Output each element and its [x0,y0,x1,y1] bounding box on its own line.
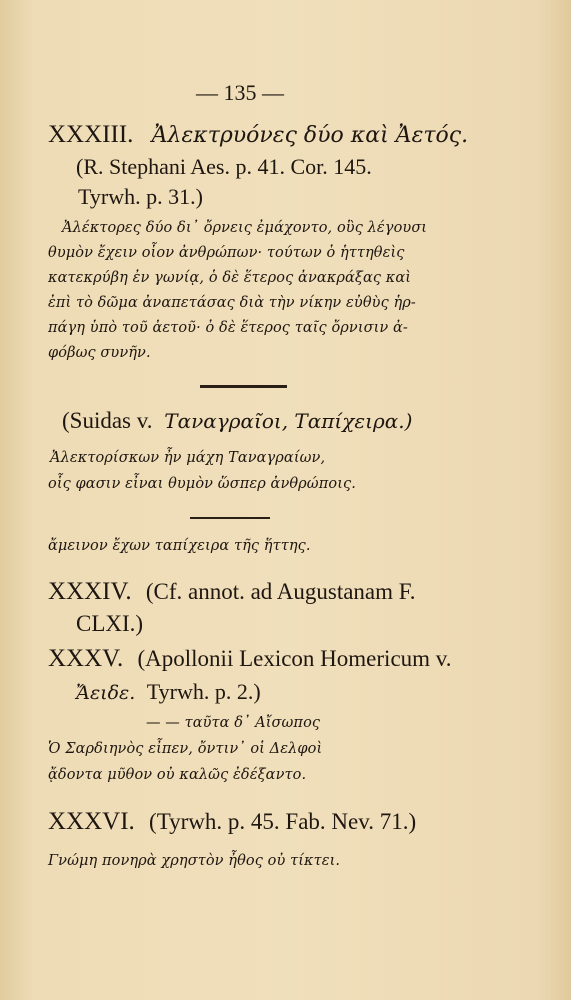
verse-line: ἄμεινον ἔχων ταπίχειρα τῆς ἥττης. [48,538,311,554]
section-title-greek: Ἀλεκτρυόνες δύο καὶ Ἀετός. [151,123,469,148]
reference-greek: Ἄειδε. [76,682,136,704]
section-xxxiv-reference-2: CLXI.) [76,611,144,636]
suidas-reference-latin: (Suidas v. [62,408,153,433]
reference-latin: Tyrwh. p. 2.) [146,679,261,704]
section-divider [190,517,270,519]
section-numeral: XXXIV. [48,578,132,605]
text-line: θυμὸν ἔχειν οἷον ἀνθρώπων· τούτων ὁ ἡττηθεὶς [48,245,405,261]
section-reference: (Cf. annot. ad Augustanam F. [145,579,416,604]
text-line: πάγη ὑπὸ τοῦ ἀετοῦ· ὁ δὲ ἕτερος ταῖς ὄρνισιν ἀ- [48,320,408,336]
section-reference: (Apollonii Lexicon Homericum v. [137,646,452,671]
text-line: κατεκρύβη ἐν γωνίᾳ, ὁ δὲ ἕτερος ἀνακράξας καὶ [48,270,412,286]
suidas-reference-greek: Ταναγραῖοι, Ταπίχειρα.) [164,409,413,433]
text-line: Ἀλέκτορες δύο δι᾽ ὄρνεις ἐμάχοντο, οὓς λέγουσι [62,220,428,236]
verse-line: Ὁ Σαρδιηνὸς εἶπεν, ὄντιν᾽ οἱ Δελφοὶ [48,741,323,757]
section-xxxiii-reference-1: (R. Stephani Aes. p. 41. Cor. 145. [76,154,372,179]
verse-line: Γνώμη πονηρὰ χρηστὸν ἦθος οὐ τίκτει. [48,853,341,869]
suidas-reference [62,408,412,434]
section-numeral: XXXIII. [48,121,134,148]
section-xxxiii-heading [48,121,468,149]
section-xxxv-heading [48,645,452,673]
section-divider [200,385,287,388]
section-numeral: XXXVI. [48,808,135,835]
section-xxxiv-heading [48,578,415,606]
text-line: οἷς φασιν εἶναι θυμὸν ὥσπερ ἀνθρώποις. [48,476,356,492]
section-xxxiii-reference-2: Tyrwh. p. 31.) [78,184,203,209]
verse-line: ᾄδοντα μῦθον οὐ καλῶς ἐδέξαντο. [48,767,307,783]
section-reference: (Tyrwh. p. 45. Fab. Nev. 71.) [149,809,417,834]
verse-line: — — ταῦτα δ᾽ Αἴσωπος [146,715,321,731]
text-line: ἐπὶ τὸ δῶμα ἀναπετάσας διὰ τὴν νίκην εὐθὺς ἡρ- [48,295,416,311]
section-xxxv-reference-2 [76,679,261,705]
section-numeral: XXXV. [48,645,124,672]
section-xxxvi-heading [48,808,416,836]
text-line: Ἀλεκτορίσκων ἦν μάχη Ταναγραίων, [50,450,326,466]
page-number: — 135 — [196,80,284,105]
text-line: φόβως συνῆν. [48,345,151,361]
